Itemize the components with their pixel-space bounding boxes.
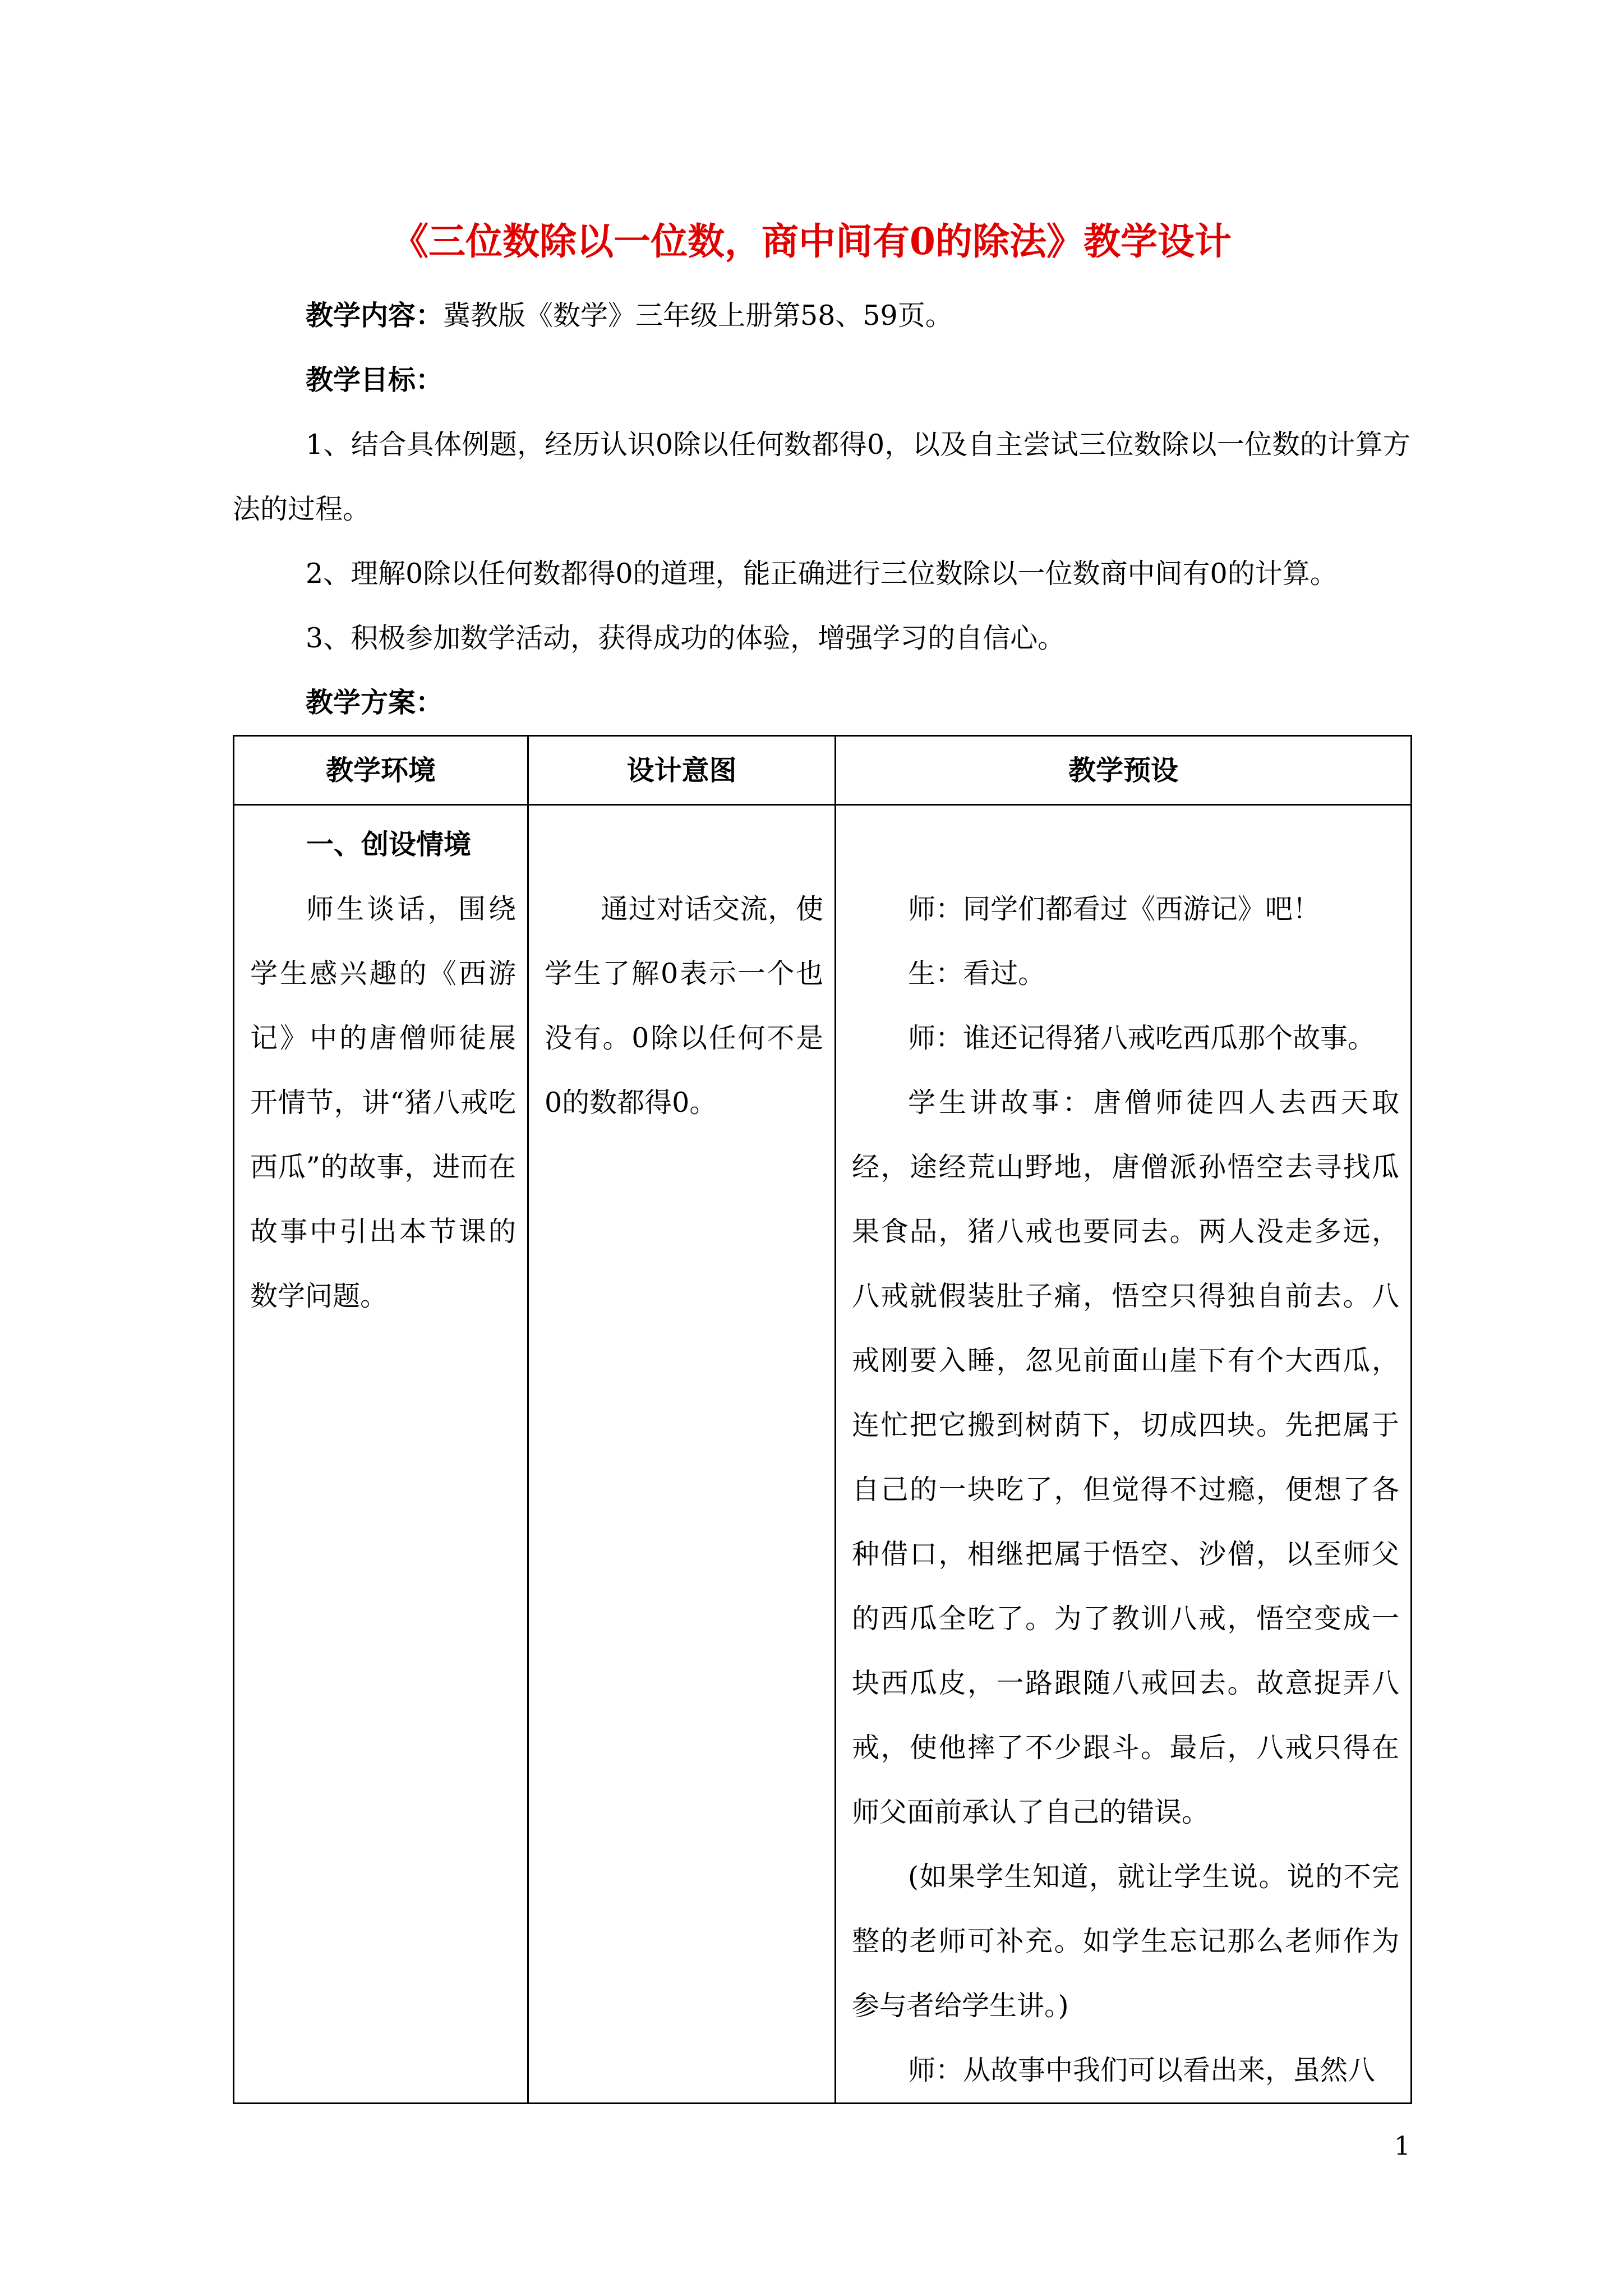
story-paragraph: 学生讲故事：唐僧师徒四人去西天取经，途经荒山野地，唐僧派孙悟空去寻找瓜果食品，猪八戒也要同去。两人没走多远，八戒就假装肚子痛，悟空只得独自前去。八戒刚要入睡，忽见前面山崖下有个大西瓜，连忙把它搬到树荫下，切成四块。先把属于自己的一块吃了，但觉得不过瘾，便想了各种借口，相继把属于悟空、沙僧，以至师父的西瓜全吃了。为了教训八戒，悟空变成一块西瓜皮，一路跟随八戒回去。故意捉弄八戒，使他摔了不少跟斗。最后，八戒只得在师父面前承认了自己的错误。 [852,1087,1399,1828]
dialogue-line: 师：谁还记得猪八戒吃西瓜那个故事。 [908,1022,1376,1054]
document-title: 《三位数除以一位数，商中间有0的除法》教学设计 [391,219,1232,263]
design-intent-text: 通过对话交流，使学生了解0表示一个也没有。0除以任何不是0的数都得0。 [545,893,823,1119]
goal-item-2: 2、理解0除以任何数都得0的道理，能正确进行三位数除以一位数商中间有0的计算。 [306,558,1338,590]
note-paragraph: (如果学生知道，就让学生说。说的不完整的老师可补充。如学生忘记那么老师作为参与者给学生讲。) [852,1861,1399,2022]
plan-label-text: 教学方案： [306,686,444,719]
goal-item-1: 1、结合具体例题，经历认识0除以任何数都得0，以及自主尝试三位数除以一位数的计算方法的过程。 [233,429,1410,525]
section-heading: 一、创设情境 [306,828,472,861]
teaching-goals-label [233,348,1410,412]
table-row [234,805,1412,2104]
cell-teaching-preset [836,805,1412,2104]
header-teaching-environment: 教学环境 [234,736,528,805]
teaching-content-text: 冀教版《数学》三年级上册第58、59页。 [443,300,953,332]
teaching-content [233,283,1410,348]
teaching-plan-label [233,670,1410,735]
header-teaching-preset: 教学预设 [836,736,1412,805]
header-design-intent: 设计意图 [528,736,836,805]
teaching-plan-table [233,735,1412,2104]
cell-design-intent [528,805,836,2104]
dialogue-line: 师：同学们都看过《西游记》吧！ [908,893,1321,925]
dialogue-line: 生：看过。 [908,958,1046,990]
page-number: 1 [1394,2131,1410,2161]
dialogue-line: 师：从故事中我们可以看出来，虽然八 [908,2054,1376,2086]
table-header-row [234,736,1412,805]
teaching-content-label: 教学内容： [306,299,444,332]
cell-environment [234,805,528,2104]
goal-item-3: 3、积极参加数学活动，获得成功的体验，增强学习的自信心。 [306,622,1066,654]
goals-label-text: 教学目标： [306,364,444,396]
environment-text: 师生谈话，围绕学生感兴趣的《西游记》中的唐僧师徒展开情节，讲“猪八戒吃西瓜”的故事，进而在故事中引出本节课的数学问题。 [250,893,516,1312]
